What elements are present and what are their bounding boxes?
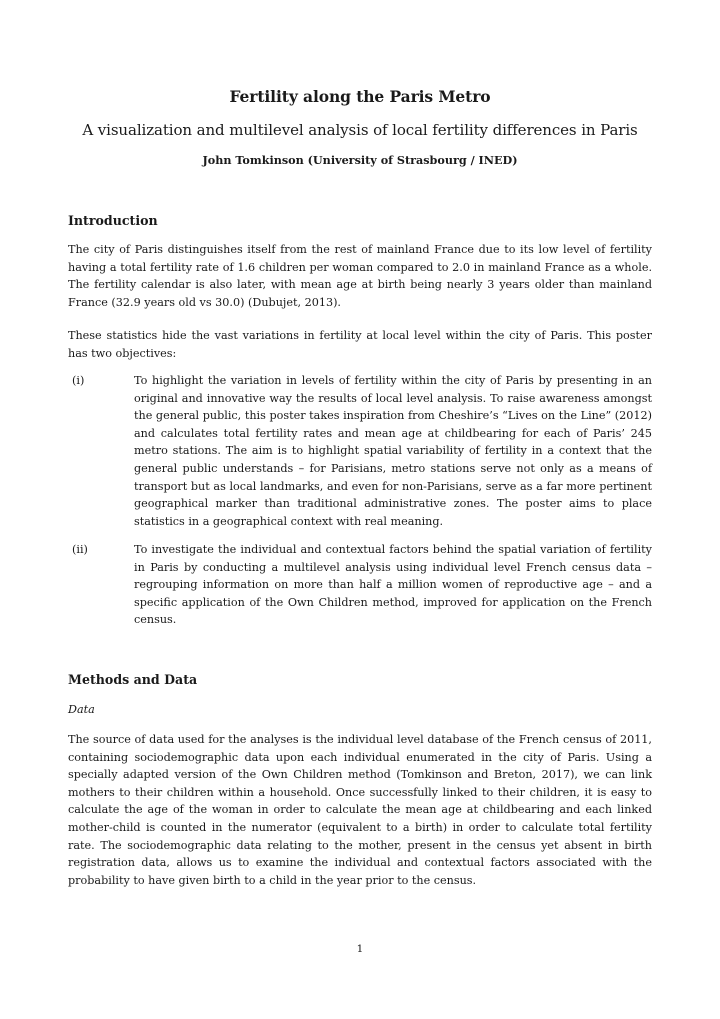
introduction-paragraph-2: These statistics hide the vast variations in fertility at local level within the city of Paris. This poster has two objectives: — [68, 329, 652, 360]
document-title: Fertility along the Paris Metro — [229, 87, 491, 106]
author-line: John Tomkinson (University of Strasbourg / INED) — [202, 153, 518, 167]
methods-heading: Methods and Data — [68, 672, 198, 687]
objective-number: (ii) — [72, 543, 88, 556]
objective-number: (i) — [72, 374, 85, 387]
document-subtitle: A visualization and multilevel analysis of local fertility differences in Paris — [82, 121, 638, 139]
introduction-heading: Introduction — [68, 213, 158, 228]
data-subheading: Data — [68, 703, 95, 716]
page-number: 1 — [356, 943, 364, 955]
introduction-paragraph-1: The city of Paris distinguishes itself from the rest of mainland France due to its low level of fertility having a total fertility rate of 1.6 children per woman compared to 2.0 in mainland France as a whole. The fertility calendar is also later, with mean age at birth being nearly 3 years older than mainland France (32.9 years old vs 30.0) (Dubujet, 2013). — [68, 243, 652, 309]
objective-text: To highlight the variation in levels of fertility within the city of Paris by presenting in an original and innovative way the results of local level analysis. To raise awareness amongst the general public, this poster takes inspiration from Cheshire’s “Lives on the Line” (2012) and calculates total fertility rates and mean age at childbearing for each of Paris’ 245 metro stations. The aim is to highlight spatial variability of fertility in a context that the general public understands – for Parisians, metro stations serve not only as a means of transport but as local landmarks, and even for non-Parisians, serve as a far more pertinent geographical marker than traditional administrative zones. The poster aims to place statistics in a geographical context with real meaning. — [134, 374, 652, 528]
objective-text: To investigate the individual and contextual factors behind the spatial variation of fertility in Paris by conducting a multilevel analysis using individual level French census data – regrouping information on more than half a million women of reproductive age – and a specific application of the Own Children method, improved for application on the French census. — [134, 543, 652, 627]
methods-paragraph: The source of data used for the analyses is the individual level database of the French census of 2011, containing sociodemographic data upon each individual enumerated in the city of Paris. Using a specially adapted version of the Own Children method (Tomkinson and Breton, 2017), we can link mothers to their children within a household. Once successfully linked to their children, it is easy to calculate the age of the woman in order to calculate the mean age at childbearing and each linked mother-child is counted in the numerator (equivalent to a birth) in order to calculate total fertility rate. The sociodemographic data relating to the mother, present in the census yet absent in birth registration data, allows us to examine the individual and contextual factors associated with the probability to have given birth to a child in the year prior to the census. — [68, 733, 652, 887]
